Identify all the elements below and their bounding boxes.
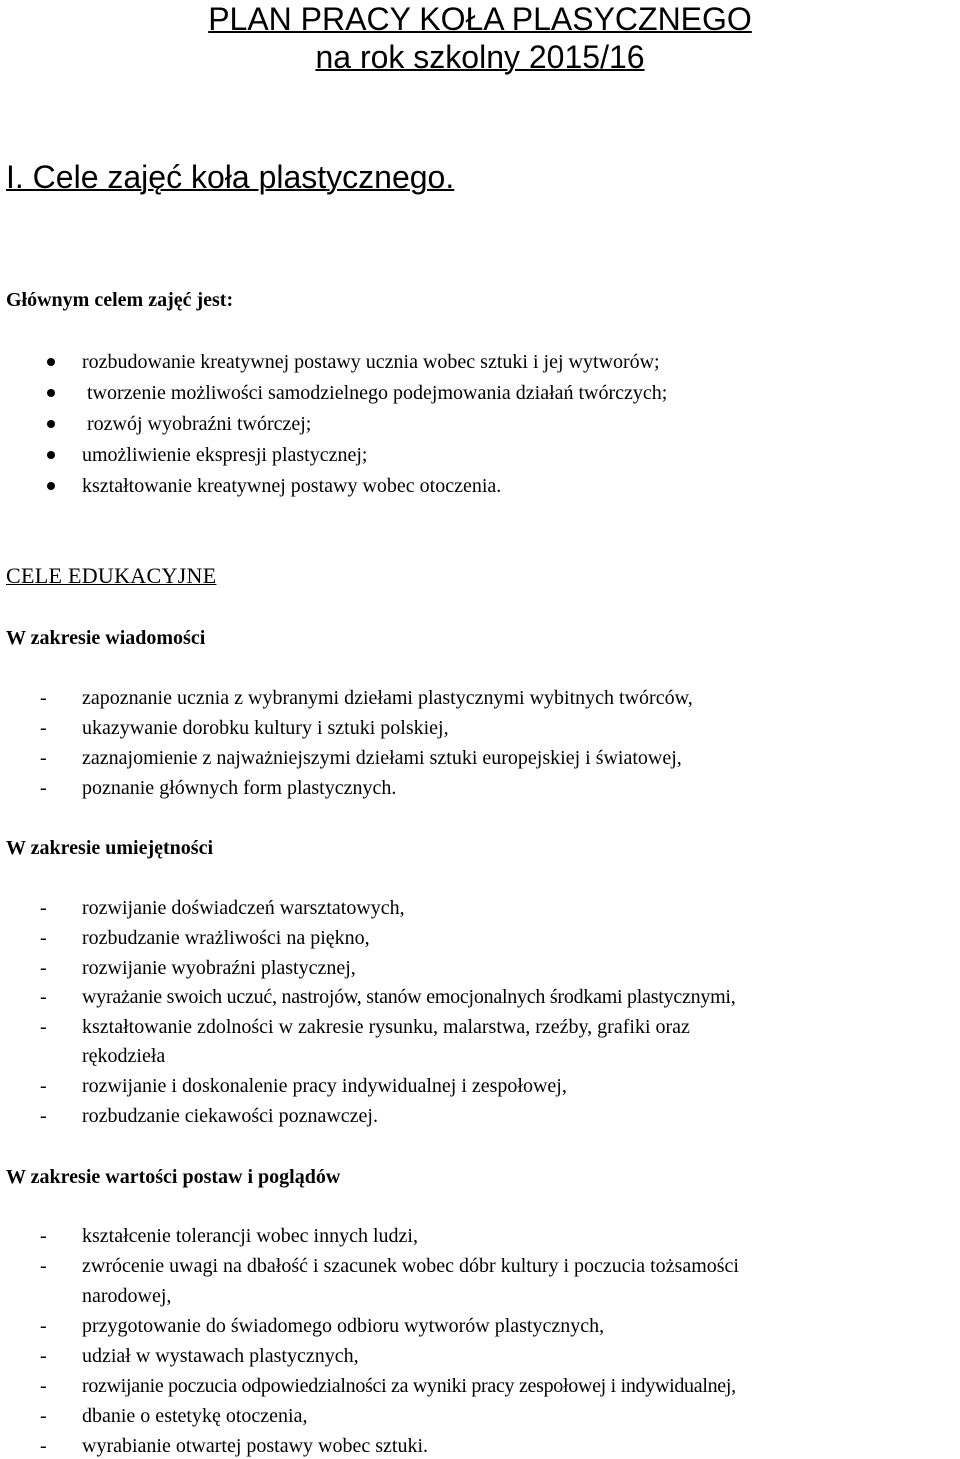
list-item: rozwijanie wyobraźni plastycznej, xyxy=(82,957,356,979)
dash-marker: - xyxy=(40,1435,47,1457)
list-item: kształcenie tolerancji wobec innych ludzi, xyxy=(82,1225,418,1247)
list-item: poznanie głównych form plastycznych. xyxy=(82,777,397,799)
list-item: umożliwienie ekspresji plastycznej; xyxy=(82,444,368,466)
bullet-icon xyxy=(47,389,55,397)
list-item: rozwój wyobraźni twórczej; xyxy=(87,413,312,435)
list-item: ukazywanie dorobku kultury i sztuki polskiej, xyxy=(82,717,449,739)
list-item: udział w wystawach plastycznych, xyxy=(82,1345,359,1367)
dash-marker: - xyxy=(40,927,47,949)
bullet-icon xyxy=(47,451,55,459)
list-item: kształtowanie kreatywnej postawy wobec otoczenia. xyxy=(82,475,502,497)
dash-marker: - xyxy=(40,957,47,979)
dash-marker: - xyxy=(40,777,47,799)
document-title-line-2: na rok szkolny 2015/16 xyxy=(315,39,645,75)
list-item: dbanie o estetykę otoczenia, xyxy=(82,1405,308,1427)
list-item: zapoznanie ucznia z wybranymi dziełami plastycznymi wybitnych twórców, xyxy=(82,687,693,709)
dash-marker: - xyxy=(40,1255,47,1277)
dash-marker: - xyxy=(40,717,47,739)
skills-heading: W zakresie umiejętności xyxy=(6,837,214,859)
list-item-continuation: narodowej, xyxy=(82,1285,172,1307)
dash-marker: - xyxy=(40,1225,47,1247)
list-item-continuation: rękodzieła xyxy=(82,1045,166,1067)
list-item: rozbudzanie wrażliwości na piękno, xyxy=(82,927,370,949)
dash-marker: - xyxy=(40,986,47,1008)
list-item: rozwijanie poczucia odpowiedzialności za wyniki pracy zespołowej i indywidualnej, xyxy=(82,1375,736,1397)
main-goal-label: Głównym celem zajęć jest: xyxy=(6,289,234,311)
dash-marker: - xyxy=(40,1105,47,1127)
dash-marker: - xyxy=(40,747,47,769)
list-item: rozwijanie i doskonalenie pracy indywidualnej i zespołowej, xyxy=(82,1075,567,1097)
list-item: zaznajomienie z najważniejszymi dziełami sztuki europejskiej i światowej, xyxy=(82,747,682,769)
list-item: rozwijanie doświadczeń warsztatowych, xyxy=(82,897,405,919)
values-heading: W zakresie wartości postaw i poglądów xyxy=(6,1166,341,1188)
dash-marker: - xyxy=(40,1016,47,1038)
list-item: wyrażanie swoich uczuć, nastrojów, stanów emocjonalnych środkami plastycznymi, xyxy=(82,986,736,1008)
list-item: kształtowanie zdolności w zakresie rysunku, malarstwa, rzeźby, grafiki oraz xyxy=(82,1016,690,1038)
list-item: rozbudowanie kreatywnej postawy ucznia wobec sztuki i jej wytworów; xyxy=(82,351,660,373)
dash-marker: - xyxy=(40,1345,47,1367)
bullet-icon xyxy=(47,358,55,366)
dash-marker: - xyxy=(40,897,47,919)
list-item: zwrócenie uwagi na dbałość i szacunek wobec dóbr kultury i poczucia tożsamości xyxy=(82,1255,739,1277)
bullet-icon xyxy=(47,420,55,428)
dash-marker: - xyxy=(40,1375,47,1397)
knowledge-heading: W zakresie wiadomości xyxy=(6,627,206,649)
list-item: rozbudzanie ciekawości poznawczej. xyxy=(82,1105,378,1127)
edu-heading: CELE EDUKACYJNE xyxy=(6,563,217,588)
dash-marker: - xyxy=(40,1405,47,1427)
document-title-line-1: PLAN PRACY KOŁA PLASYCZNEGO xyxy=(208,1,752,37)
list-item: przygotowanie do świadomego odbioru wytworów plastycznych, xyxy=(82,1315,605,1337)
section-heading: I. Cele zajęć koła plastycznego. xyxy=(6,159,455,195)
list-item: wyrabianie otwartej postawy wobec sztuki. xyxy=(82,1435,429,1457)
dash-marker: - xyxy=(40,1315,47,1337)
dash-marker: - xyxy=(40,1075,47,1097)
bullet-icon xyxy=(47,482,55,490)
dash-marker: - xyxy=(40,687,47,709)
list-item: tworzenie możliwości samodzielnego podejmowania działań twórczych; xyxy=(87,382,668,404)
